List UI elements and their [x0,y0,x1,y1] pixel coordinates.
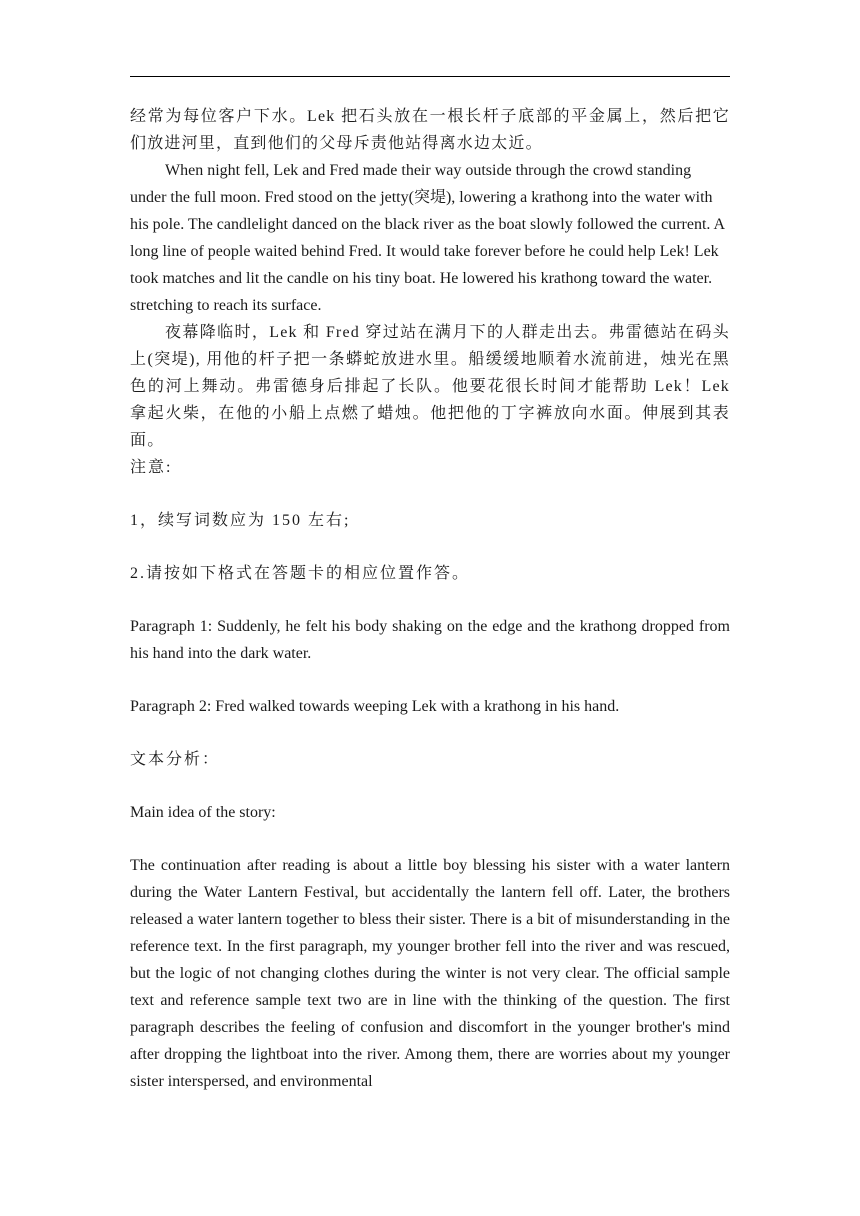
document-body [130,103,730,1095]
requirement-1: 1，续写词数应为 150 左右; [130,512,351,529]
analysis-label: 文本分析： [130,751,221,768]
paragraph-2-prompt: Paragraph 2: Fred walked towards weeping Lek with a krathong in his hand. [130,698,620,715]
requirement-2: 2.请按如下格式在答题卡的相应位置作答。 [130,565,471,582]
main-idea-label: Main idea of the story: [130,804,276,821]
chinese-paragraph-1: 经常为每位客户下水。Lek 把石头放在一根长杆子底部的平金属上，然后把它们放进河里，直到他们的父母斥责他站得离水边太近。 [130,108,730,152]
analysis-text: The continuation after reading is about a little boy blessing his sister with a water lantern during the Water Lantern Festival, but accidentally the lantern fell off. Later, the brothers released a water lantern together to bless their sister. There is a bit of misunderstanding in the reference text. In the first paragraph, my younger brother fell into the river and was rescued, but the logic of not changing clothes during the winter is not very clear. The official sample text and reference sample text two are in line with the thinking of the question. The first paragraph describes the feeling of confusion and discomfort in the younger brother's mind after dropping the lightboat into the river. Among them, there are worries about my younger sister interspersed, and environmental [130,857,730,1090]
header-rule [130,76,730,77]
paragraph-1-prompt: Paragraph 1: Suddenly, he felt his body shaking on the edge and the krathong dropped from his hand into the dark water. [130,618,730,662]
notice-label: 注意: [130,459,173,476]
english-paragraph-1: When night fell, Lek and Fred made their way outside through the crowd standing under the full moon. Fred stood on the jetty(突堤), lowering a krathong into the water with his pole. The candlelight danced on the black river as the boat slowly followed the current. A long line of people waited behind Fred. It would take forever before he could help Lek! Lek took matches and lit the candle on his tiny boat. He lowered his krathong toward the water. stretching to reach its surface. [130,162,725,314]
chinese-paragraph-2: 夜幕降临时，Lek 和 Fred 穿过站在满月下的人群走出去。弗雷德站在码头上(突堤), 用他的杆子把一条蟒蛇放进水里。船缓缓地顺着水流前进，烛光在黑色的河上舞动。弗雷德身后排起了长队。他要花很长时间才能帮助 Lek！Lek 拿起火柴，在他的小船上点燃了蜡烛。他把他的丁字裤放向水面。伸展到其表面。 [130,324,730,449]
